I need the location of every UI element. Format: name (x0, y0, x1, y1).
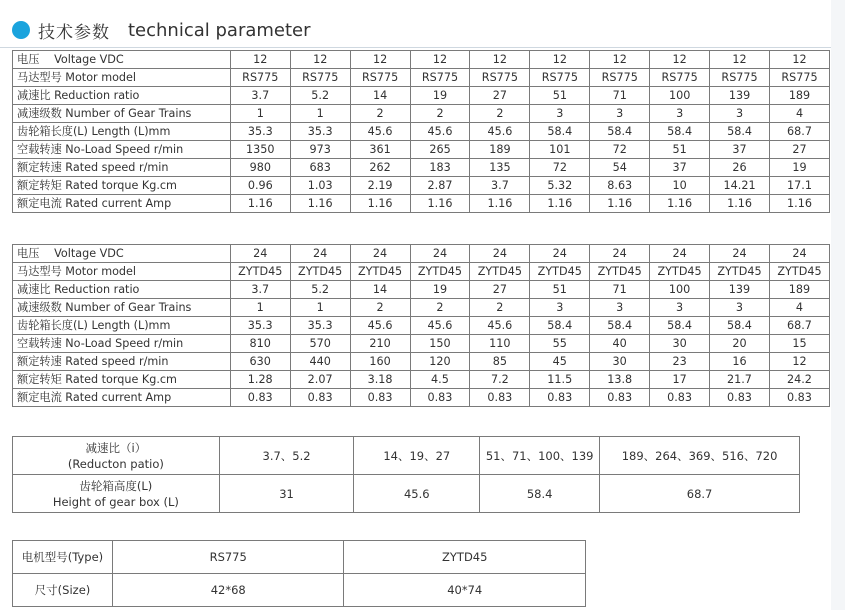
spec-cell: 24 (710, 245, 770, 263)
spec-cell: 58.4 (590, 317, 650, 335)
spec-cell: 0.83 (470, 389, 530, 407)
spec-row-label: 空载转速 No-Load Speed r/min (13, 335, 231, 353)
ratio-cell: 189、264、369、516、720 (600, 437, 800, 475)
spec-cell: RS775 (590, 69, 650, 87)
spec-cell: 2 (410, 105, 470, 123)
spec-cell: 0.83 (290, 389, 350, 407)
spec-row-label: 额定电流 Rated current Amp (13, 389, 231, 407)
spec-cell: 3 (650, 299, 710, 317)
spec-cell: 12 (770, 51, 830, 69)
ratio-cell: 14、19、27 (354, 437, 480, 475)
spec-cell: 183 (410, 159, 470, 177)
spec-row (13, 177, 830, 195)
spec-cell: 20 (710, 335, 770, 353)
spec-cell: 3 (650, 105, 710, 123)
blue-dot-icon (12, 21, 30, 39)
spec-row (13, 299, 830, 317)
spec-row-label: 额定转矩 Rated torque Kg.cm (13, 371, 231, 389)
spec-cell: 1 (230, 105, 290, 123)
spec-row-label: 额定电流 Rated current Amp (13, 195, 231, 213)
spec-cell: 40 (590, 335, 650, 353)
spec-cell: 27 (470, 87, 530, 105)
spec-cell: ZYTD45 (230, 263, 290, 281)
spec-cell: 980 (230, 159, 290, 177)
spec-row (13, 159, 830, 177)
ratio-label-cn: 减速比（i） (85, 440, 147, 455)
spec-cell: RS775 (290, 69, 350, 87)
spec-cell: 12 (470, 51, 530, 69)
spec-cell: 1 (290, 105, 350, 123)
spec-cell: 1.16 (290, 195, 350, 213)
spec-cell: 23 (650, 353, 710, 371)
spec-cell: RS775 (650, 69, 710, 87)
spec-cell: 189 (769, 281, 829, 299)
spec-row (13, 371, 830, 389)
spec-cell: 810 (230, 335, 290, 353)
spec-cell: 2 (350, 105, 410, 123)
spec-cell: 0.83 (650, 389, 710, 407)
spec-row (13, 105, 830, 123)
ratio-cell: 3.7、5.2 (219, 437, 354, 475)
spec-cell: 11.5 (530, 371, 590, 389)
spec-row (13, 389, 830, 407)
spec-cell: 19 (410, 87, 470, 105)
spec-cell: 35.3 (290, 123, 350, 141)
spec-cell: 45 (530, 353, 590, 371)
spec-cell: 58.4 (530, 317, 590, 335)
spec-cell: 12 (710, 51, 770, 69)
spec-row-label: 额定转矩 Rated torque Kg.cm (13, 177, 231, 195)
spec-cell: 85 (470, 353, 530, 371)
spec-cell: 10 (650, 177, 710, 195)
spec-cell: 265 (410, 141, 470, 159)
spec-row-label: 齿轮箱长度(L) Length (L)mm (13, 317, 231, 335)
spec-cell: RS775 (230, 69, 290, 87)
header-divider (0, 47, 845, 48)
spec-cell: 139 (710, 87, 770, 105)
spec-cell: 1.16 (470, 195, 530, 213)
spec-row-label: 额定转速 Rated speed r/min (13, 353, 231, 371)
spec-cell: 1.16 (350, 195, 410, 213)
spec-cell: 1.03 (290, 177, 350, 195)
spec-cell: 7.2 (470, 371, 530, 389)
spec-cell: 24 (769, 245, 829, 263)
spec-row (13, 123, 830, 141)
spec-cell: 4 (770, 105, 830, 123)
spec-cell: 72 (590, 141, 650, 159)
spec-cell: 12 (230, 51, 290, 69)
spec-cell: 12 (769, 353, 829, 371)
ratio-height-table (12, 436, 800, 513)
spec-cell: 1.16 (710, 195, 770, 213)
ratio-row (13, 437, 800, 475)
spec-cell: 570 (290, 335, 350, 353)
spec-cell: 35.3 (290, 317, 350, 335)
spec-cell: 12 (410, 51, 470, 69)
spec-cell: 5.2 (290, 87, 350, 105)
spec-cell: 5.32 (530, 177, 590, 195)
spec-cell: 24 (290, 245, 350, 263)
spec-cell: 1350 (230, 141, 290, 159)
spec-cell: ZYTD45 (769, 263, 829, 281)
height-cell: 31 (219, 475, 354, 513)
spec-cell: 5.2 (290, 281, 350, 299)
spec-cell: 120 (410, 353, 470, 371)
spec-cell: 3 (530, 105, 590, 123)
height-cell: 68.7 (600, 475, 800, 513)
spec-cell: 0.83 (590, 389, 650, 407)
spec-cell: 1.16 (410, 195, 470, 213)
spec-cell: ZYTD45 (710, 263, 770, 281)
spec-cell: 45.6 (470, 123, 530, 141)
spec-cell: 71 (590, 281, 650, 299)
spec-cell: 45.6 (350, 123, 410, 141)
spec-cell: 3.7 (230, 281, 290, 299)
spec-cell: 0.83 (410, 389, 470, 407)
spec-cell: 100 (650, 281, 710, 299)
spec-cell: ZYTD45 (470, 263, 530, 281)
spec-cell: 19 (770, 159, 830, 177)
spec-cell: 58.4 (710, 123, 770, 141)
height-label-cn: 齿轮箱高度(L) (79, 478, 153, 493)
size-row (13, 574, 586, 607)
height-label-cell (13, 475, 220, 513)
spec-cell: RS775 (410, 69, 470, 87)
spec-row (13, 51, 830, 69)
spec-cell: 55 (530, 335, 590, 353)
spec-cell: 3 (530, 299, 590, 317)
spec-cell: 21.7 (710, 371, 770, 389)
spec-row-label: 减速比 Reduction ratio (13, 281, 231, 299)
spec-cell: 58.4 (590, 123, 650, 141)
spec-cell: 14 (350, 281, 410, 299)
spec-cell: 1.16 (530, 195, 590, 213)
spec-cell: 110 (470, 335, 530, 353)
spec-cell: 0.83 (530, 389, 590, 407)
size-label: 尺寸(Size) (13, 574, 113, 607)
spec-cell: 17 (650, 371, 710, 389)
spec-cell: 101 (530, 141, 590, 159)
spec-row (13, 195, 830, 213)
spec-cell: 13.8 (590, 371, 650, 389)
spec-cell: 51 (650, 141, 710, 159)
spec-cell: RS775 (530, 69, 590, 87)
spec-cell: ZYTD45 (530, 263, 590, 281)
spec-row-label: 电压 Voltage VDC (13, 51, 231, 69)
spec-cell: 1.16 (650, 195, 710, 213)
spec-cell: 630 (230, 353, 290, 371)
spec-cell: 1.16 (770, 195, 830, 213)
spec-cell: 4 (769, 299, 829, 317)
spec-cell: 210 (350, 335, 410, 353)
spec-cell: 135 (470, 159, 530, 177)
spec-row (13, 281, 830, 299)
spec-cell: 14.21 (710, 177, 770, 195)
spec-cell: ZYTD45 (290, 263, 350, 281)
spec-row-label: 减速级数 Number of Gear Trains (13, 299, 231, 317)
spec-cell: 58.4 (710, 317, 770, 335)
spec-cell: 12 (530, 51, 590, 69)
spec-cell: 12 (350, 51, 410, 69)
spec-row-label: 马达型号 Motor model (13, 69, 231, 87)
spec-row (13, 335, 830, 353)
type-row (13, 541, 586, 574)
spec-cell: 24 (650, 245, 710, 263)
spec-row-label: 齿轮箱长度(L) Length (L)mm (13, 123, 231, 141)
spec-cell: 24 (350, 245, 410, 263)
spec-cell: 440 (290, 353, 350, 371)
spec-cell: 54 (590, 159, 650, 177)
spec-cell: 24 (530, 245, 590, 263)
spec-cell: 0.83 (769, 389, 829, 407)
spec-cell: 45.6 (410, 317, 470, 335)
spec-cell: RS775 (770, 69, 830, 87)
spec-row-label: 减速比 Reduction ratio (13, 87, 231, 105)
spec-row-label: 电压 Voltage VDC (13, 245, 231, 263)
spec-cell: 3.7 (470, 177, 530, 195)
title-chinese: 技术参数 (38, 22, 110, 43)
spec-cell: RS775 (350, 69, 410, 87)
spec-cell: 3 (710, 299, 770, 317)
spec-cell: 0.96 (230, 177, 290, 195)
page-header (12, 14, 311, 46)
spec-cell: 12 (650, 51, 710, 69)
spec-cell: 12 (290, 51, 350, 69)
spec-cell: 37 (650, 159, 710, 177)
spec-cell: 973 (290, 141, 350, 159)
spec-cell: 2 (410, 299, 470, 317)
spec-row (13, 141, 830, 159)
size-table (12, 540, 586, 607)
spec-row-label: 减速级数 Number of Gear Trains (13, 105, 231, 123)
height-row (13, 475, 800, 513)
spec-cell: ZYTD45 (650, 263, 710, 281)
spec-cell: 189 (770, 87, 830, 105)
spec-cell: 16 (710, 353, 770, 371)
spec-cell: 30 (650, 335, 710, 353)
spec-cell: 150 (410, 335, 470, 353)
spec-cell: 27 (770, 141, 830, 159)
height-cell: 58.4 (480, 475, 600, 513)
spec-cell: 30 (590, 353, 650, 371)
spec-cell: 45.6 (410, 123, 470, 141)
spec-cell: 24 (470, 245, 530, 263)
spec-cell: 51 (530, 87, 590, 105)
spec-cell: 361 (350, 141, 410, 159)
spec-cell: 160 (350, 353, 410, 371)
spec-cell: 15 (769, 335, 829, 353)
spec-cell: 26 (710, 159, 770, 177)
spec-cell: 2.87 (410, 177, 470, 195)
spec-cell: 37 (710, 141, 770, 159)
spec-cell: 2.19 (350, 177, 410, 195)
spec-cell: 1.28 (230, 371, 290, 389)
spec-cell: 51 (530, 281, 590, 299)
spec-cell: 0.83 (230, 389, 290, 407)
spec-row-label: 马达型号 Motor model (13, 263, 231, 281)
height-label-en: Height of gear box (L) (52, 494, 179, 509)
size-cell: 40*74 (344, 574, 586, 607)
spec-cell: 14 (350, 87, 410, 105)
spec-cell: 68.7 (769, 317, 829, 335)
spec-cell: 35.3 (230, 123, 290, 141)
type-label: 电机型号(Type) (13, 541, 113, 574)
spec-cell: 3 (590, 299, 650, 317)
spec-cell: ZYTD45 (410, 263, 470, 281)
type-cell: ZYTD45 (344, 541, 586, 574)
spec-row (13, 353, 830, 371)
spec-cell: 24 (590, 245, 650, 263)
ratio-label-cell (13, 437, 220, 475)
spec-cell: 3.7 (230, 87, 290, 105)
title-english: technical parameter (128, 19, 311, 41)
spec-cell: 100 (650, 87, 710, 105)
spec-cell: 58.4 (650, 123, 710, 141)
type-cell: RS775 (112, 541, 344, 574)
spec-cell: 58.4 (650, 317, 710, 335)
height-cell: 45.6 (354, 475, 480, 513)
spec-cell: 2.07 (290, 371, 350, 389)
spec-cell: 19 (410, 281, 470, 299)
spec-cell: 12 (590, 51, 650, 69)
spec-cell: 8.63 (590, 177, 650, 195)
ratio-label-en: (Reducton patio) (67, 456, 164, 471)
spec-cell: 45.6 (470, 317, 530, 335)
spec-cell: 35.3 (230, 317, 290, 335)
spec-cell: 45.6 (350, 317, 410, 335)
spec-cell: 71 (590, 87, 650, 105)
spec-cell: 0.83 (710, 389, 770, 407)
spec-cell: 683 (290, 159, 350, 177)
spec-cell: 72 (530, 159, 590, 177)
spec-cell: 24 (230, 245, 290, 263)
spec-cell: 0.83 (350, 389, 410, 407)
spec-cell: 189 (470, 141, 530, 159)
spec-row (13, 245, 830, 263)
spec-row-label: 额定转速 Rated speed r/min (13, 159, 231, 177)
spec-table-12v (12, 50, 830, 213)
spec-cell: 139 (710, 281, 770, 299)
ratio-cell: 51、71、100、139 (480, 437, 600, 475)
right-edge-strip (831, 0, 845, 610)
spec-cell: 68.7 (770, 123, 830, 141)
spec-row (13, 69, 830, 87)
spec-cell: RS775 (470, 69, 530, 87)
spec-cell: 1 (230, 299, 290, 317)
spec-row (13, 263, 830, 281)
spec-cell: 27 (470, 281, 530, 299)
spec-table-24v (12, 244, 830, 407)
spec-row (13, 317, 830, 335)
spec-cell: 4.5 (410, 371, 470, 389)
spec-cell: 1.16 (230, 195, 290, 213)
spec-cell: 2 (470, 299, 530, 317)
spec-cell: 1 (290, 299, 350, 317)
spec-cell: 17.1 (770, 177, 830, 195)
spec-cell: 24.2 (769, 371, 829, 389)
spec-cell: 3.18 (350, 371, 410, 389)
spec-cell: 58.4 (530, 123, 590, 141)
spec-cell: 3 (590, 105, 650, 123)
spec-cell: RS775 (710, 69, 770, 87)
spec-cell: 24 (410, 245, 470, 263)
spec-cell: 262 (350, 159, 410, 177)
spec-cell: ZYTD45 (350, 263, 410, 281)
spec-row-label: 空载转速 No-Load Speed r/min (13, 141, 231, 159)
spec-row (13, 87, 830, 105)
spec-cell: 1.16 (590, 195, 650, 213)
spec-cell: 2 (470, 105, 530, 123)
spec-cell: 2 (350, 299, 410, 317)
size-cell: 42*68 (112, 574, 344, 607)
spec-cell: 3 (710, 105, 770, 123)
spec-cell: ZYTD45 (590, 263, 650, 281)
